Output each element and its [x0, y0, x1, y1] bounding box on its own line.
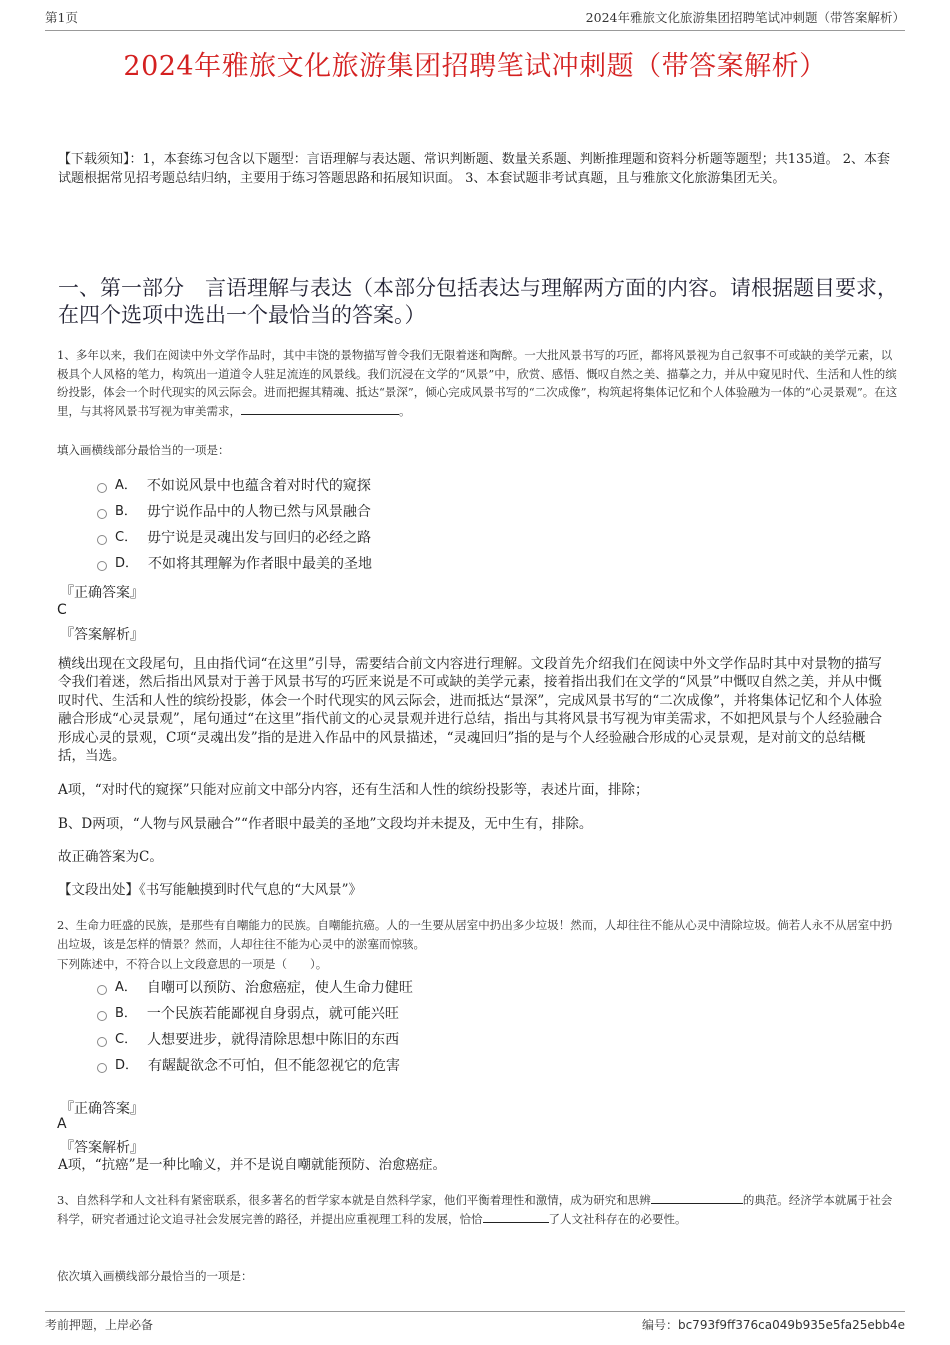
question-2-stem: 2、生命力旺盛的民族，是那些有自嘲能力的民族。自嘲能抗癌。人的一生要从居室中扔出多少垃圾！然而，人却往往不能从心灵中清除垃圾。倘若人永不从居室中扔出垃圾，该是怎样的情景？然而，人却往往不能为心灵中的淤塞而惊骇。	[57, 918, 893, 951]
question-1-conclusion: 故正确答案为C。	[58, 849, 163, 865]
question-1-source: 【文段出处】《书写能触摸到时代气息的“大风景”》	[58, 882, 363, 898]
download-notice: 【下载须知】：1，本套练习包含以下题型：言语理解与表达题、常识判断题、数量关系题、判断推理题和资料分析题等题型；共135道。 2、本套试题根据常见招考题总结归纳，主要用于练习答题思路和拓展知识面。 3、本套试题非考试真题，且与雅旅文化旅游集团无关。	[58, 152, 890, 186]
correct-answer-label: 『正确答案』	[60, 1101, 144, 1117]
question-1-stem: 1、多年以来，我们在阅读中外文学作品时，其中丰饶的景物描写曾令我们无限着迷和陶醉。一大批风景书写的巧匠，都将风景视为自己叙事不可或缺的美学元素，以极具个人风格的笔力，构筑出一道道令人驻足流连的风景线。我们沉浸在文学的“风景”中，欣赏、感悟、慨叹自然之美、描摹之力，并从中窥见时代、生活和人性的缤纷投影，体会一个时代现实的风云际会。进而把握其精魂、抵达“景深”，倾心完成风景书写的“二次成像”，构筑起将集体记忆和个人体验融为一体的“心灵景观”。在这里，与其将风景书写视为审美需求， 。	[57, 348, 898, 418]
question-1-option-d[interactable]: D． 不如将其理解为作者眼中最美的圣地	[97, 554, 372, 574]
question-1-analysis-main: 横线出现在文段尾句，且由指代词“在这里”引导，需要结合前文内容进行理解。文段首先介绍我们在阅读中外文学作品时其中对景物的描写令我们着迷，然后指出风景对于善于风景书写的巧匠来说是不可或缺的美学元素，接着指出我们在文学的“风景”中慨叹自然之美，并从中慨叹时代、生活和人性的缤纷投影，体会一个时代现实的风云际会，进而抵达“景深”，完成风景书写的“二次成像”，并将集体记忆和个人体验融合形成“心灵景观”，尾句通过“在这里”指代前文的心灵景观并进行总结，指出与其将风景书写视为审美需求，不如把风景与个人经验融合形成心灵的景观，C项“灵魂出发”指的是进入作品中的风景描述，“灵魂回归”指的是与个人经验融合形成的心灵景观，是对前文的总结概括，当选。	[58, 656, 883, 765]
question-1-blank	[241, 414, 399, 415]
question-3-blank-1	[651, 1203, 743, 1204]
analysis-label: 『答案解析』	[60, 627, 144, 643]
question-2-option-a[interactable]: A． 自嘲可以预防、治愈癌症，使人生命力健旺	[97, 978, 413, 998]
question-2-option-c[interactable]: C． 人想要进步，就得清除思想中陈旧的东西	[97, 1030, 399, 1050]
question-1-option-c[interactable]: C． 毋宁说是灵魂出发与回归的必经之路	[97, 528, 371, 548]
radio-icon[interactable]	[97, 535, 107, 545]
page-title: 2024年雅旅文化旅游集团招聘笔试冲刺题（带答案解析）	[123, 51, 827, 82]
question-1-option-b[interactable]: B． 毋宁说作品中的人物已然与风景融合	[97, 502, 371, 522]
question-1-answer: C	[57, 602, 67, 618]
footer-divider	[45, 1311, 905, 1312]
page-number: 第1页	[45, 10, 78, 25]
question-1-prompt: 填入画横线部分最恰当的一项是：	[57, 443, 230, 457]
question-1-analysis-a: A项，“对时代的窥探”只能对应前文中部分内容，还有生活和人性的缤纷投影等，表述片面，排除；	[58, 782, 649, 798]
question-2-option-b[interactable]: B． 一个民族若能鄙视自身弱点，就可能兴旺	[97, 1004, 399, 1024]
question-1-option-a[interactable]: A． 不如说风景中也蕴含着对时代的窥探	[97, 476, 371, 496]
correct-answer-label: 『正确答案』	[60, 585, 144, 601]
document-id: bc793f9ff376ca049b935e5fa25ebb4e	[677, 1318, 905, 1332]
question-2-answer: A	[57, 1116, 67, 1132]
question-2-prompt: 下列陈述中，不符合以上文段意思的一项是（ ）。	[57, 957, 328, 971]
question-2-analysis: A项，“抗癌”是一种比喻义，并不是说自嘲就能预防、治愈癌症。	[58, 1157, 447, 1173]
radio-icon[interactable]	[97, 1011, 107, 1021]
radio-icon[interactable]	[97, 1037, 107, 1047]
question-3-stem: 3、自然科学和人文社科有紧密联系，很多著名的哲学家本就是自然科学家，他们平衡着理性和激情，成为研究和思辨 的典范。经济学本就属于社会科学，研究者通过论文追寻社会发展完善的路径，并提出应重视理工科的发展，恰恰 了人文社科存在的必要性。	[57, 1193, 893, 1226]
footer-code: 编号：bc793f9ff376ca049b935e5fa25ebb4e	[641, 1318, 905, 1332]
question-1-analysis-bd: B、D两项，“人物与风景融合”“作者眼中最美的圣地”文段均并未提及，无中生有，排除。	[58, 816, 593, 832]
question-3-blank-2	[483, 1222, 549, 1223]
question-1-text: 1、多年以来，我们在阅读中外文学作品时，其中丰饶的景物描写曾令我们无限着迷和陶醉。一大批风景书写的巧匠，都将风景视为自己叙事不可或缺的美学元素，以极具个人风格的笔力，构筑出一道道令人驻足流连的风景线。我们沉浸在文学的“风景”中，欣赏、感悟、慨叹自然之美、描摹之力，并从中窥见时代、生活和人性的缤纷投影，体会一个时代现实的风云际会。进而把握其精魂、抵达“景深”，倾心完成风景书写的“二次成像”，构筑起将集体记忆和个人体验融为一体的“心灵景观”。在这里，与其将风景书写视为审美需求，	[57, 348, 898, 418]
section-heading: 一、第一部分 言语理解与表达（本部分包括表达与理解两方面的内容。请根据题目要求，在四个选项中选出一个最恰当的答案。）	[58, 276, 898, 327]
radio-icon[interactable]	[97, 483, 107, 493]
header-doc-title: 2024年雅旅文化旅游集团招聘笔试冲刺题（带答案解析）	[585, 10, 905, 25]
radio-icon[interactable]	[97, 985, 107, 995]
radio-icon[interactable]	[97, 561, 107, 571]
footer-slogan: 考前押题，上岸必备	[45, 1318, 154, 1332]
question-3-prompt: 依次填入画横线部分最恰当的一项是：	[57, 1269, 253, 1283]
radio-icon[interactable]	[97, 509, 107, 519]
question-2-option-d[interactable]: D． 有龌龊欲念不可怕，但不能忽视它的危害	[97, 1056, 400, 1076]
analysis-label: 『答案解析』	[60, 1140, 144, 1156]
header-divider	[45, 30, 905, 31]
radio-icon[interactable]	[97, 1063, 107, 1073]
